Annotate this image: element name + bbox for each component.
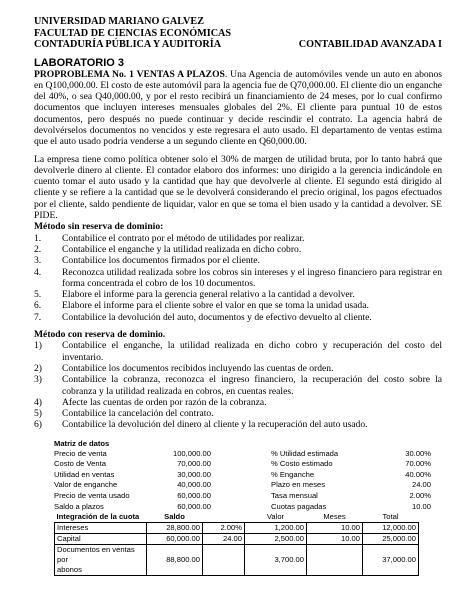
matrix-row: Saldo a plazos 60,000.00 Cuotas pagadas 10.00 [54, 501, 431, 511]
program-name: CONTADURÍA PÚBLICA Y AUDITORÍA [34, 39, 222, 50]
matrix-row: Valor de enganche 40,000.00 Plazo en meses 24.00 [54, 480, 431, 490]
lab-title: LABORATORIO 3 [34, 56, 125, 69]
matrix-row: Precio de venta 100,000.00 % Utilidad estimada 30.00% [54, 448, 431, 458]
table-row: Intereses 28,800.00 2.00% 1,200.00 10.00 12,000.00 [55, 523, 419, 534]
list-item: 5) Contabilice la cancelación del contrato. [34, 408, 214, 420]
method2-title: Método con reserva de dominio. [34, 329, 166, 341]
table-row: Documentos en ventas por abonos 88,800.00 3,700.00 37,000.00 [55, 545, 419, 576]
list-item: 1) Contabilice el enganche, la utilidad realizada en dicho cobro y recuperación del costo del inventario. [34, 340, 442, 363]
document-page [34, 16, 442, 576]
method1-title: Método sin reserva de dominio: [34, 221, 164, 233]
list-item: 3) Contabilice la cobranza, reconozca el ingreso financiero, la recuperación del costo sobre la cobranza y la utilidad realizada en cobros, en cuentas reales. [34, 374, 442, 397]
method2-list [34, 340, 442, 430]
matrix-title: Matriz de datos [54, 438, 110, 448]
integration-table [54, 512, 419, 576]
list-item: 1. Contabilice el contrato por el método de utilidades por realizar. [34, 232, 305, 244]
list-item: 2) Contabilice los documentos recibidos incluyendo las cuentas de orden. [34, 362, 334, 374]
table-header-row: Integración de la cuota Saldo Valor Meses Total [56, 512, 399, 522]
header [34, 16, 442, 51]
matrix-row: Utilidad en ventas 30,000.00 % Enganche 40.00% [54, 469, 431, 479]
list-item: 4. Reconozca utilidad realizada sobre los cobros sin intereses y el ingreso financiero para registrar en forma concentrada el cobro de los 10 documentos. [34, 266, 442, 289]
faculty-name: FACULTAD DE CIENCIAS ECONÓMICAS [34, 27, 232, 39]
problem-title: PROPROBLEMA No. 1 VENTAS A PLAZOS [34, 68, 225, 80]
problem-paragraph-2: La empresa tiene como política obtener solo el 30% de margen de utilidad bruta, por lo tanto habrá que devolverle dinero al cliente. El contador elaboro dos informes: uno dirigido a la gerencia indicándole en cuento tomar el auto usado y la cantidad que hay que devolverle al cliente. El segundo está dirigido al cliente y se refiere a la cantidad que se le devolverá considerando el precio original, los pagos efectuados por el cliente, saldo pendiente de liquidar, valor en que se toma el bien usado y la cantidad a devolver. SE PIDE. [34, 153, 442, 222]
list-item: 2. Contabilice el enganche y la utilidad realizada en dicho cobro. [34, 243, 302, 255]
list-item: 5. Elabore el informe para la gerencia general relativo a la cantidad a devolver. [34, 289, 355, 301]
method1-list [34, 233, 442, 323]
matrix-row: Costo de Venta 70,000.00 % Costo estimado 70.00% [54, 459, 431, 469]
list-item: 4) Afecte las cuentas de orden por razón de la cobranza. [34, 396, 267, 408]
problem-text-1: . Una Agencia de automóviles vende un auto en abonos en Q100,000.00. El costo de este automóvil para la agencia fue de Q70,000.00. El cliente dio un enganche del 40%, o sea Q40,000.00, y por el resto recibirá un financiamiento de 24 meses, por lo cual confirmo documentos que incluyen intereses mensuales globales del 2%. El cliente para puntual 10 de estos documentos, pero después no puede continuar y decide rescindir el contrato. La agencia habrá de devolvérselos documentos no vencidos y este regresara el auto usado. El departamento de ventas estima que el auto usado podría venderse a un segundo cliente en Q60,000.00. [34, 68, 442, 148]
data-matrix [54, 439, 432, 577]
list-item: 3. Contabilice los documentos firmados por el cliente. [34, 255, 260, 267]
table-row: Capital 60,000.00 24.00 2,500.00 10.00 25,000.00 [55, 534, 419, 545]
problem-paragraph-1 [34, 69, 442, 148]
university-name: UNIVERSIDAD MARIANO GALVEZ [34, 16, 205, 27]
list-item: 6. Elabore el informe para el cliente sobre el valor en que se toma la unidad usada. [34, 300, 369, 312]
list-item: 7. Contabilice la devolución del auto, documentos y de efectivo devuelto al cliente. [34, 311, 372, 323]
matrix-row: Precio de venta usado 60,000.00 Tasa mensual 2.00% [54, 491, 431, 501]
list-item: 6) Contabilice la devolución del dinero al cliente y la recuperación del auto usado. [34, 419, 368, 431]
course-name: CONTABILIDAD AVANZADA I [298, 39, 442, 50]
